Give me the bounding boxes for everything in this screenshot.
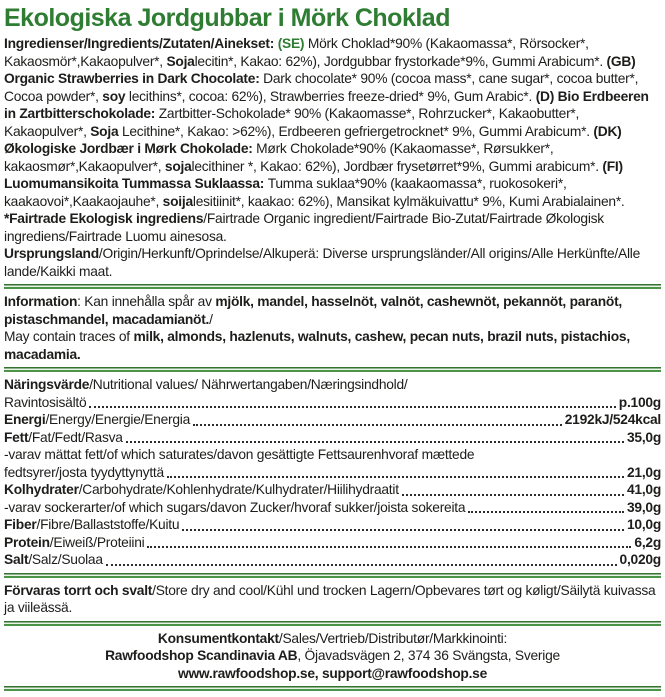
text-segment: /Eiweiß/Proteiini (49, 534, 145, 550)
contact-line (4, 647, 661, 665)
nutrition-value (627, 481, 661, 499)
text-segment: -varav sockerarter/of which sugars/davon Zucker/hvoraf sukker/joista sokereita (4, 499, 466, 515)
text-segment: Tumma suklaa*90% (kaakaomassa*, ruokosokeri*, kaakaovoi*,Kaakaojauhe*, (4, 176, 567, 209)
contact-line (4, 630, 661, 648)
divider (4, 621, 661, 626)
text-segment: /Fibre/Ballaststoffe/Kuitu (36, 517, 180, 532)
origin-text (4, 245, 661, 280)
dotted-leader (402, 494, 624, 496)
text-segment: Näringsvärde (4, 377, 90, 392)
divider (4, 573, 661, 578)
allergen-information (4, 293, 661, 363)
dotted-leader (106, 564, 617, 566)
text-segment: Soja (90, 123, 119, 139)
dotted-leader (193, 424, 562, 426)
text-segment: / (209, 311, 213, 327)
storage-instructions (4, 582, 661, 617)
text-segment: 39,0g (626, 499, 661, 515)
dotted-leader (126, 441, 624, 443)
nutrition-table (4, 376, 661, 569)
nutrition-value (565, 411, 661, 429)
nutrition-label (4, 481, 399, 499)
text-segment: Energi (4, 412, 46, 427)
nutrition-value (627, 499, 661, 517)
text-segment: Dark chocolate* 90% (cocoa mass*, cane sugar*, cocoa butter*, Cocoa powder*, (4, 71, 639, 104)
nutrition-row (4, 534, 661, 552)
text-segment: (SE) (277, 36, 305, 51)
text-segment: /Energy/Energie/Energia (45, 412, 191, 427)
text-segment: /Salz/Suolaa (28, 552, 103, 567)
text-segment: Kolhydrater (4, 482, 79, 497)
nutrition-value (619, 394, 661, 412)
text-segment: 41,0g (626, 482, 661, 497)
text-segment: soija (162, 193, 193, 209)
text-segment: Fiber (4, 517, 37, 532)
text-segment: Soja (166, 53, 195, 69)
nutrition-row (4, 499, 661, 517)
text-segment: Förvaras torrt och svalt (4, 582, 153, 598)
text-segment: /Fairtrade Organic ingredient/Fairtrade Bio-Zutat/Fairtrade Økologisk ingrediens/Fairtrade Luomu ainesosa. (4, 211, 604, 244)
dotted-leader (167, 476, 624, 478)
text-segment: 0,020g (619, 552, 661, 567)
nutrition-row (4, 551, 661, 569)
divider (4, 686, 661, 691)
text-segment: (DK) Økologiske Jordbær i Mørk Chokolade: (4, 123, 622, 156)
text-segment: 10,0g (626, 517, 661, 532)
text-segment: (GB) Organic Strawberries in Dark Chocolate: (4, 53, 636, 86)
text-segment: 2192kJ/524kcal (564, 412, 661, 427)
text-segment: /Origin/Herkunft/Oprindelse/Alkuperä: Diverse ursprungsländer/All origins/Alle Herkünfte/Alle lande/Kaikki maat. (4, 246, 641, 279)
nutrition-row (4, 394, 661, 412)
text-segment: soy (102, 88, 126, 104)
nutrition-value (620, 551, 661, 569)
nutrition-row (4, 481, 661, 499)
nutrition-label (4, 464, 164, 482)
text-segment: Lecithine*, Kakao: >62%), Erdbeeren gefriergetrocknet* 9%, Gummi Arabicum*. (118, 123, 594, 139)
text-segment: (D) Bio Erdbeeren in Zartbitterschokolade: (4, 88, 649, 121)
text-segment: /Store dry and cool/Kühl und trocken Lagern/Opbevares tørt og køligt/Säilytä kuivassa ja viileässä. (4, 582, 656, 615)
text-segment: /Ingredients/Zutaten/Ainekset: (83, 36, 278, 51)
contact-block (4, 630, 661, 683)
nutrition-value (627, 429, 661, 447)
text-segment: fedtsyrer/josta tyydyttynyttä (4, 464, 164, 480)
text-segment: Ursprungsland (4, 246, 99, 261)
text-segment: www.rawfoodshop.se, support@rawfoodshop.se (177, 665, 488, 681)
nutrition-row (4, 464, 661, 482)
text-segment: 35,0g (626, 429, 661, 445)
text-segment: Konsumentkontakt (157, 630, 279, 646)
text-segment: *Fairtrade Ekologisk ingrediens (4, 211, 204, 226)
text-segment: , Öjavadsvägen 2, 374 36 Svängsta, Sverige (297, 648, 560, 663)
text-segment: Mørk Chokolade*90% (Kakaomasse*, Rørsukker*, kakaosmør*,Kakaopulver*, (4, 141, 554, 174)
text-segment: May contain traces of (4, 329, 134, 344)
text-segment: lecithiner *, Kakao: 62%), Jordbær frysetørret*9%, Gummi arabicum*. (191, 158, 603, 174)
text-segment: : Kan innehålla spår av (77, 294, 216, 309)
nutrition-value (634, 534, 661, 552)
text-segment: Information (4, 294, 78, 309)
nutrition-label (4, 411, 190, 429)
text-segment: /Nutritional values/ Nährwertangaben/Næringsindhold/ (89, 377, 408, 392)
text-segment: /Fat/Fedt/Rasva (28, 429, 123, 445)
text-segment: p.100g (618, 394, 661, 410)
text-segment: milk, almonds, hazlenuts, walnuts, cashew, pecan nuts, brazil nuts, pistachios, macadamia. (4, 329, 630, 362)
nutrition-label (4, 394, 86, 412)
nutrition-value (627, 516, 661, 534)
dotted-leader (147, 546, 631, 548)
text-segment: Fett (4, 429, 29, 445)
nutrition-value (627, 464, 661, 482)
text-segment: Ravintosisältö (4, 394, 87, 410)
contact-line (4, 665, 661, 683)
nutrition-row (4, 516, 661, 534)
nutrition-row-intro (4, 446, 661, 464)
nutrition-row (4, 429, 661, 447)
text-segment: /Sales/Vertrieb/Distributør/Markkinointi: (278, 630, 508, 646)
text-segment: 21,0g (626, 464, 661, 480)
nutrition-row (4, 411, 661, 429)
text-segment: Mörk Choklad*90% (Kakaomassa*, Rörsocker*, Kakaosmör*,Kakaopulver*, (4, 36, 589, 69)
nutrition-label (4, 534, 144, 552)
text-segment: Protein (4, 534, 50, 550)
nutrition-label (4, 516, 179, 534)
ingredients-text (4, 35, 661, 210)
text-segment: (FI) Luomumansikoita Tummassa Suklaassa: (4, 158, 623, 191)
text-segment: lesitiinit*, kaakao: 62%), Mansikat kylmäkuivattu* 9%, Kumi Arabialainen*. (192, 193, 625, 209)
text-segment: soja (164, 158, 192, 174)
page-title: Ekologiska Jordgubbar i Mörk Choklad (4, 4, 450, 32)
nutrition-label (4, 551, 103, 569)
text-segment: -varav mättat fett/of which saturates/davon gesättigte Fettsaurenhvoraf mættede (4, 447, 475, 462)
dotted-leader (89, 406, 615, 408)
divider (4, 284, 661, 289)
fairtrade-note (4, 210, 661, 245)
text-segment: Salt (4, 552, 29, 567)
text-segment: /Carbohydrate/Kohlenhydrate/Kulhydrater/Hiilihydraatit (78, 482, 399, 497)
text-segment: mjölk, mandel, hasselnöt, valnöt, cashewnöt, pekannöt, paranöt, pistaschmandel, macadamianöt. (4, 294, 623, 327)
text-segment: Ingredienser (4, 36, 84, 51)
text-segment: Rawfoodshop Scandinavia AB (105, 648, 298, 663)
text-segment: lecitin*, Kakao: 62%), Jordgubbar frystorkade*9%, Gummi Arabicum*. (194, 53, 607, 69)
dotted-leader (468, 511, 624, 513)
divider (4, 367, 661, 372)
nutrition-row-intro (4, 376, 661, 394)
nutrition-label (4, 499, 465, 517)
text-segment: 6,2g (634, 534, 661, 550)
text-segment: Zartbitter-Schokolade* 90% (Kakaomasse*, Rohrzucker*, Kakaobutter*, Kakaopulver*, (4, 106, 580, 139)
dotted-leader (182, 529, 624, 531)
text-segment: lecithins*, cocoa: 62%), Strawberries freeze-dried* 9%, Gum Arabic*. (125, 88, 536, 104)
nutrition-label (4, 429, 123, 447)
